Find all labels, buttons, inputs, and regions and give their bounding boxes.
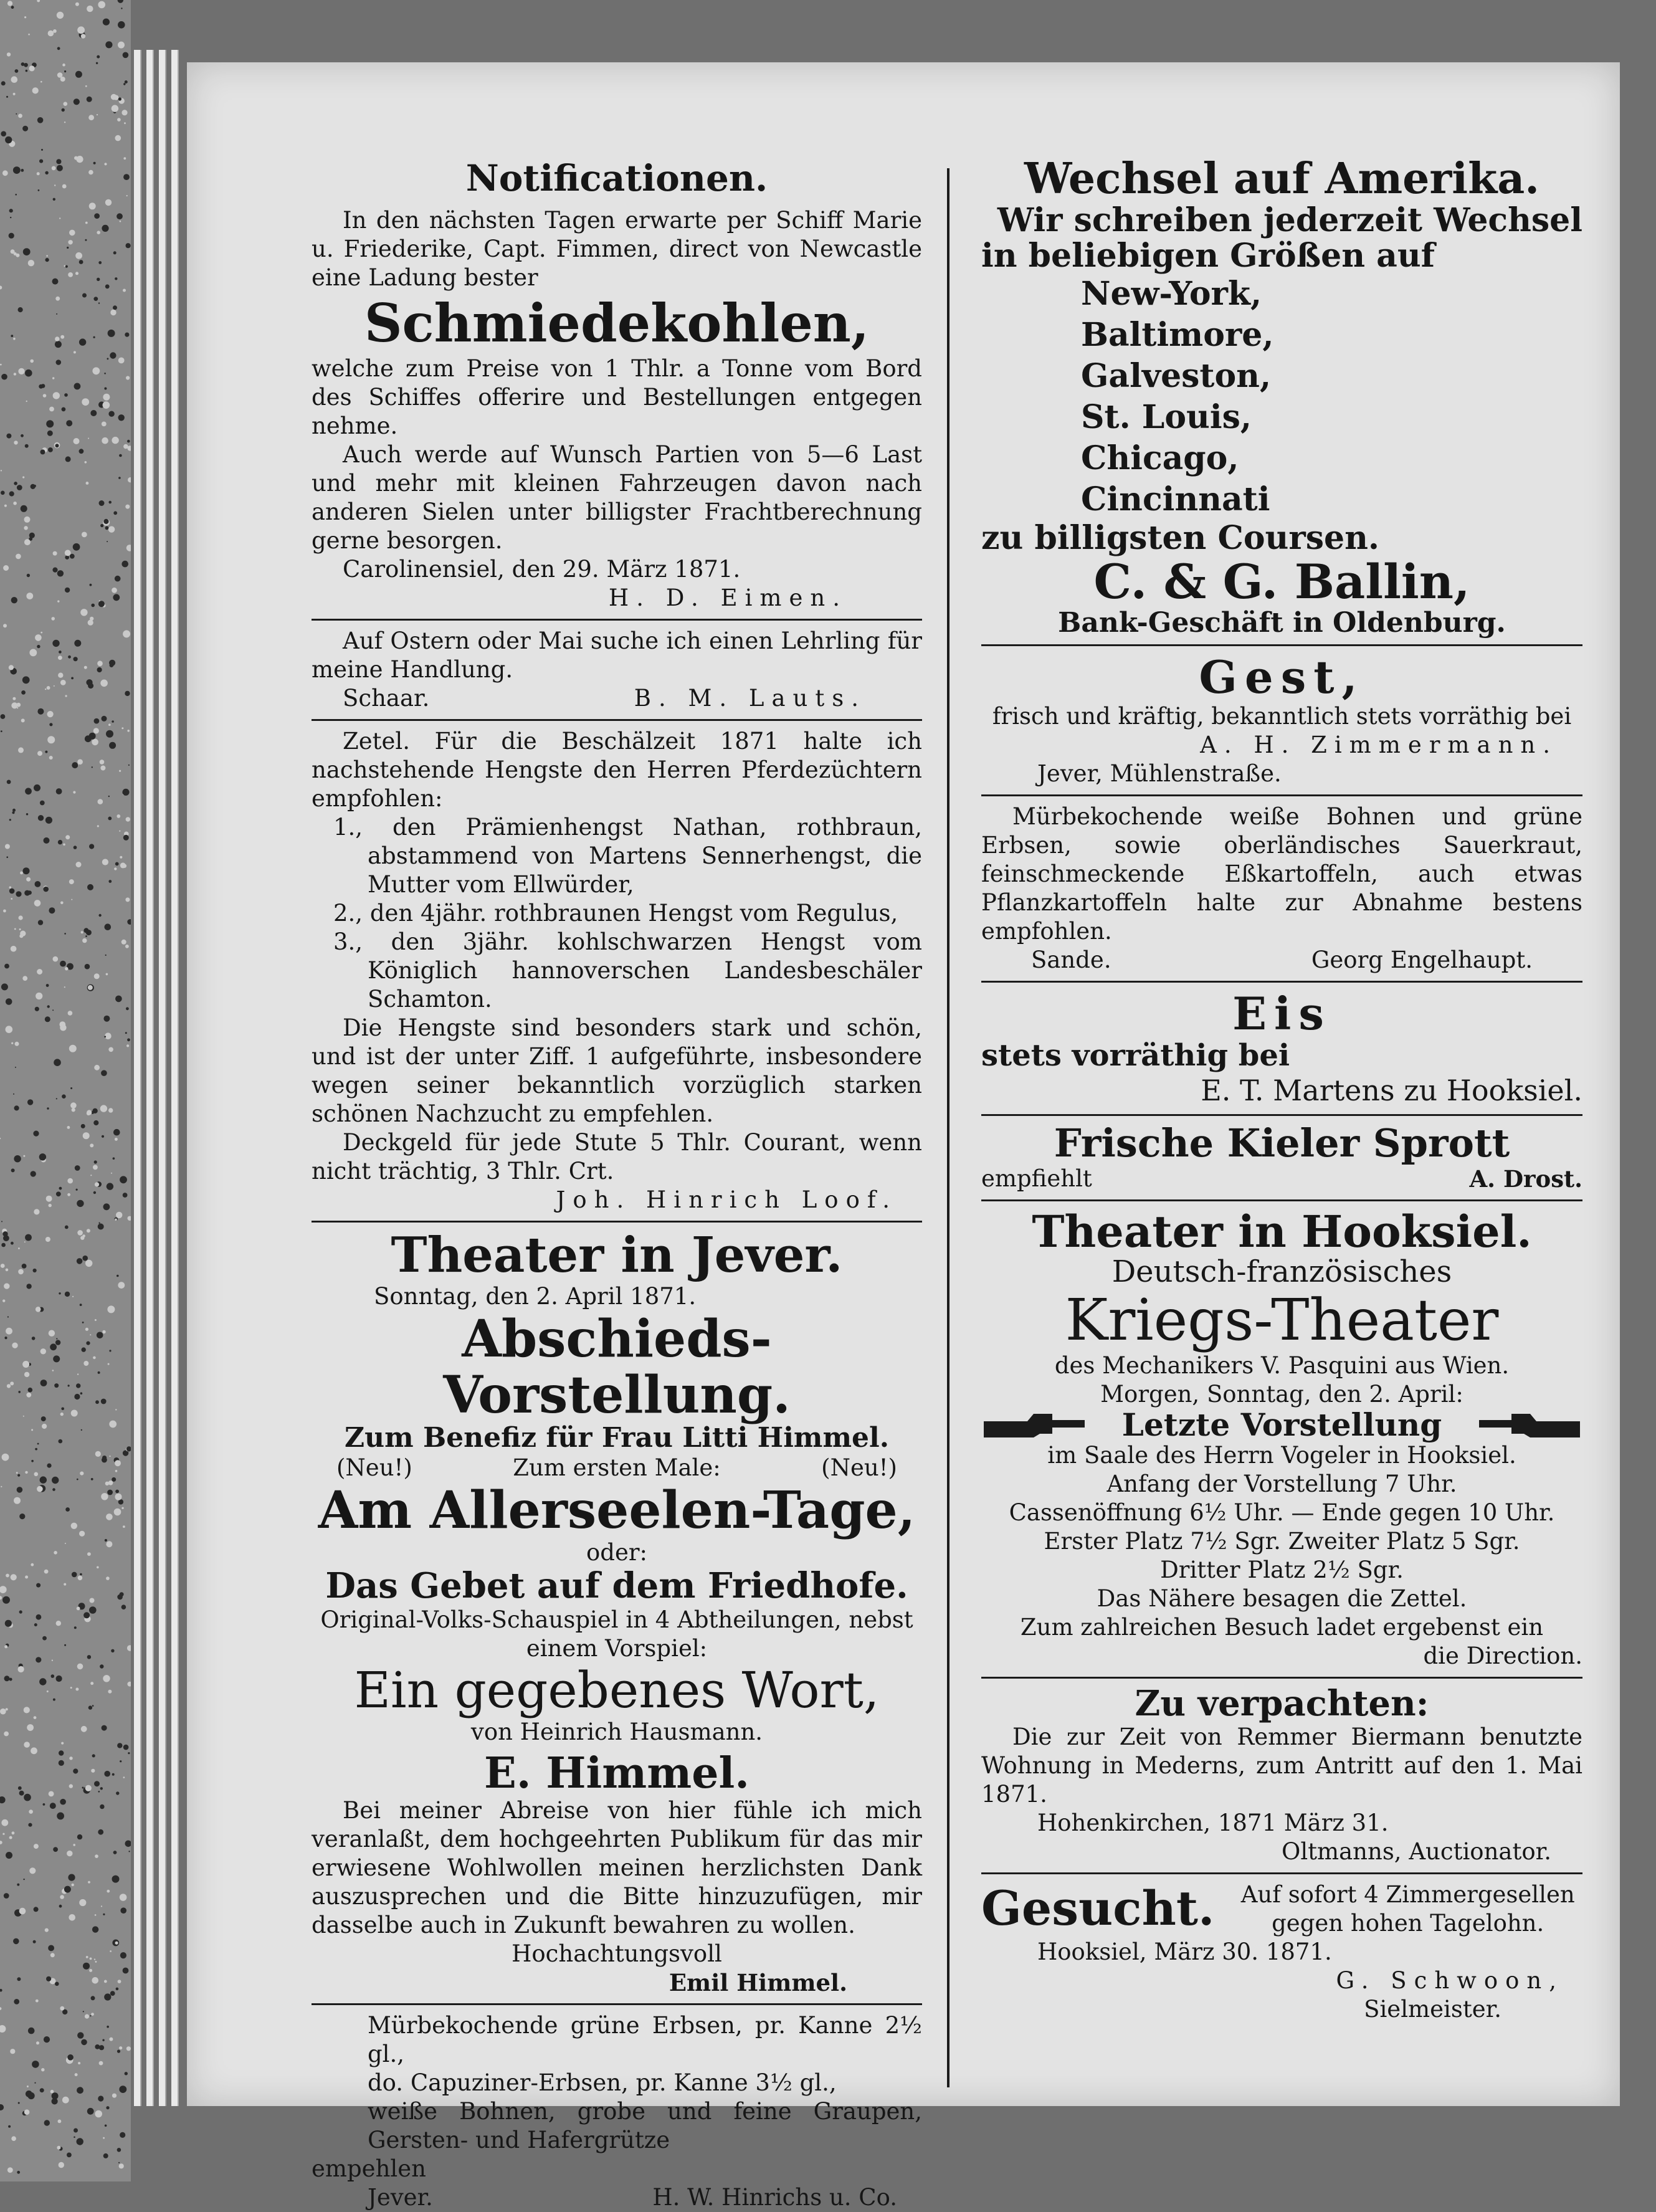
ice-title: Eis bbox=[1232, 986, 1331, 1040]
stallion-paragraph-1: Die Hengste sind besonders stark und schön, und ist der unter Ziff. 1 aufgeführte, insbesondere wegen seiner bekanntlich vorzüglich starken schönen Nachzucht zu empfehlen. bbox=[312, 1014, 922, 1128]
wanted-title: Gesucht. bbox=[981, 1881, 1215, 1937]
box-office-line: Cassenöffnung 6½ Uhr. — Ende gegen 10 Uhr. bbox=[1009, 1499, 1555, 1526]
exchange-title: Wechsel auf Amerika. bbox=[1024, 154, 1539, 204]
gest-signer: A. H. Zimmermann. bbox=[1200, 731, 1558, 758]
page-edge bbox=[159, 50, 166, 2106]
city-item: Chicago, bbox=[1081, 439, 1239, 478]
sprat-footer bbox=[981, 1165, 1582, 1193]
gest-title: Gest, bbox=[1199, 651, 1365, 704]
notif-place-date: Carolinensiel, den 29. März 1871. bbox=[343, 556, 741, 583]
city-item: Baltimore, bbox=[1081, 316, 1274, 355]
theater-jever-date: Sonntag, den 2. April 1871. bbox=[374, 1282, 697, 1310]
wanted-text: Auf sofort 4 Zimmergesellen gegen hohen Tagelohn. bbox=[1240, 1881, 1575, 1937]
notif-paragraph-1: In den nächsten Tagen erwarte per Schiff Marie u. Friederike, Capt. Fimmen, direct von Newcastle eine Ladung bester bbox=[312, 206, 922, 291]
first-time-line bbox=[312, 1454, 922, 1482]
stallion-item: 1., den Prämienhengst Nathan, rothbraun, abstammend von Martens Sennerhengst, die Mutter vom Ellwürder, bbox=[333, 814, 922, 899]
city-list bbox=[981, 274, 1582, 520]
stallion-paragraph-2: Deckgeld für jede Stute 5 Thlr. Courant, wenn nicht trächtig, 3 Thlr. Crt. bbox=[312, 1129, 922, 1185]
wanted-signer: G. Schwoon, bbox=[1336, 1967, 1564, 1995]
stallion-signer: Joh. Hinrich Loof. bbox=[556, 1186, 897, 1214]
sprat-title: Frische Kieler Sprott bbox=[1054, 1120, 1510, 1166]
apprentice-place: Schaar. bbox=[343, 685, 430, 712]
benefit-line: Zum Benefiz für Frau Litti Himmel. bbox=[344, 1422, 890, 1454]
ballin-firm: C. & G. Ballin, bbox=[1093, 554, 1470, 610]
divider-rule bbox=[981, 1872, 1582, 1874]
invite-line: Zum zahlreichen Besuch ladet ergebenst ein bbox=[1020, 1613, 1544, 1641]
stallion-intro: Zetel. Für die Beschälzeit 1871 halte ich nachstehende Hengste den Herren Pferdezüchtern empfohlen: bbox=[312, 728, 922, 813]
page-edge bbox=[171, 50, 179, 2106]
new-badge-left: (Neu!) bbox=[336, 1454, 412, 1481]
divider-rule bbox=[981, 644, 1582, 646]
theater-jever-title: Theater in Jever. bbox=[391, 1227, 843, 1284]
city-item: Cincinnati bbox=[1081, 480, 1270, 519]
peas-footer bbox=[312, 2183, 922, 2212]
play-or: oder: bbox=[586, 1538, 647, 1566]
lease-title: Zu verpachten: bbox=[1135, 1682, 1429, 1724]
peas-line-3: weiße Bohnen, grobe und feine Graupen, Gersten- und Hafergrütze bbox=[368, 2098, 922, 2154]
notif-paragraph-2: welche zum Preise von 1 Thlr. a Tonne vom Bord des Schiffes offerire und Bestellungen entgegen nehme. bbox=[312, 355, 922, 440]
notifications-heading: Notificationen. bbox=[465, 157, 768, 199]
beans-place: Sande. bbox=[1031, 946, 1111, 973]
peas-line-2: do. Capuziner-Erbsen, pr. Kanne 3½ gl., bbox=[368, 2069, 837, 2097]
beans-signer: Georg Engelhaupt. bbox=[1311, 946, 1533, 973]
divider-rule bbox=[981, 794, 1582, 796]
exchange-line-3: zu billigsten Coursen. bbox=[981, 519, 1380, 558]
divider-rule bbox=[312, 719, 922, 721]
exchange-line-1: Wir schreiben jederzeit Wechsel bbox=[997, 201, 1582, 239]
new-badge-right: (Neu!) bbox=[821, 1454, 897, 1481]
theater-hooksiel-title: Theater in Hooksiel. bbox=[1032, 1205, 1532, 1257]
peas-signer: H. W. Hinrichs u. Co. bbox=[652, 2184, 897, 2211]
ice-line-1: stets vorräthig bei bbox=[981, 1037, 1290, 1073]
city-item: St. Louis, bbox=[1081, 398, 1252, 437]
exchange-line-2: in beliebigen Größen auf bbox=[981, 236, 1435, 275]
prelude-author: von Heinrich Hausmann. bbox=[470, 1718, 763, 1745]
mechanic-line: des Mechanikers V. Pasquini aus Wien. bbox=[1054, 1352, 1510, 1379]
city-item: Galveston, bbox=[1081, 357, 1272, 396]
lease-place: Hohenkirchen, 1871 März 31. bbox=[1037, 1809, 1389, 1837]
divider-rule bbox=[981, 1199, 1582, 1201]
himmel-text: Bei meiner Abreise von hier fühle ich mich veranlaßt, dem hochgeehrten Publikum für das mir erwiesene Wohlwollen meinen herzlichsten Dank auszusprechen und die Bitte hinzuzufügen, mir dasselbe auch in Zukunft bewahren zu wollen. bbox=[312, 1797, 922, 1939]
himmel-signer: Emil Himmel. bbox=[669, 1969, 847, 1997]
gest-place: Jever, Mühlenstraße. bbox=[1037, 760, 1282, 787]
himmel-name: E. Himmel. bbox=[484, 1748, 749, 1798]
notif-paragraph-3: Auch werde auf Wunsch Partien von 5—6 Last und mehr mit kleinen Fahrzeugen davon nach anderen Sielen unter billigster Frachtberechnung gerne besorgen. bbox=[312, 441, 922, 555]
peas-line-1: Mürbekochende grüne Erbsen, pr. Kanne 2½ gl., bbox=[368, 2012, 922, 2068]
divider-rule bbox=[981, 1114, 1582, 1116]
page-edge bbox=[134, 50, 141, 2106]
pointing-hand-left-icon bbox=[1477, 1409, 1582, 1441]
divider-rule bbox=[312, 619, 922, 621]
notif-signer: H. D. Eimen. bbox=[608, 584, 847, 612]
lease-text: Die zur Zeit von Remmer Biermann benutzte Wohnung in Mederns, zum Antritt auf den 1. Mai 1871. bbox=[981, 1723, 1582, 1808]
play-description: Original-Volks-Schauspiel in 4 Abtheilungen, nebst einem Vorspiel: bbox=[320, 1606, 913, 1662]
left-column bbox=[312, 93, 922, 2212]
stallion-item: 2., den 4jähr. rothbraunen Hengst vom Regulus, bbox=[333, 900, 898, 927]
apprentice-footer bbox=[312, 684, 922, 713]
product-name: Schmiedekohlen, bbox=[364, 292, 870, 354]
sprat-signer: A. Drost. bbox=[1469, 1165, 1582, 1193]
direction-signer: die Direction. bbox=[1423, 1642, 1582, 1669]
peas-line-4: empehlen bbox=[312, 2155, 426, 2183]
divider-rule bbox=[312, 2003, 922, 2005]
franco-german-label: Deutsch-französisches bbox=[1111, 1254, 1452, 1289]
divider-rule bbox=[312, 1221, 922, 1223]
last-performance: Letzte Vorstellung bbox=[1121, 1406, 1442, 1443]
page-edge bbox=[146, 50, 154, 2106]
ballin-bank: Bank-Geschäft in Oldenburg. bbox=[1058, 606, 1506, 639]
third-seat-price: Dritter Platz 2½ Sgr. bbox=[1160, 1556, 1404, 1583]
last-performance-line bbox=[981, 1406, 1582, 1443]
first-time-label: Zum ersten Male: bbox=[513, 1454, 721, 1481]
apprentice-text: Auf Ostern oder Mai suche ich einen Lehrling für meine Handlung. bbox=[312, 627, 922, 684]
city-item: New-York, bbox=[1081, 275, 1262, 313]
stallion-item: 3., den 3jähr. kohlschwarzen Hengst vom Königlich hannoverschen Landesbeschäler Schamton. bbox=[333, 928, 922, 1013]
column-divider bbox=[947, 168, 949, 2087]
himmel-closing: Hochachtungsvoll bbox=[512, 1940, 722, 1968]
war-theater-title: Kriegs-Theater bbox=[1065, 1286, 1499, 1353]
farewell-performance: Abschieds-Vorstellung. bbox=[443, 1309, 791, 1426]
sprat-recommends: empfiehlt bbox=[981, 1165, 1092, 1192]
play-subtitle: Das Gebet auf dem Friedhofe. bbox=[325, 1565, 908, 1606]
peas-place: Jever. bbox=[368, 2184, 433, 2211]
hall-line: im Saale des Herrn Vogeler in Hooksiel. bbox=[1047, 1441, 1516, 1469]
wanted-role: Sielmeister. bbox=[1364, 1996, 1501, 2023]
beans-text: Mürbekochende weiße Bohnen und grüne Erbsen, sowie oberländisches Sauerkraut, feinschmeckende Eßkartoffeln, auch etwas Pflanzkartoffeln halte zur Abnahme bestens empfohlen. bbox=[981, 803, 1582, 945]
ice-line-2: E. T. Martens zu Hooksiel. bbox=[1201, 1073, 1582, 1107]
divider-rule bbox=[981, 981, 1582, 983]
pointing-hand-right-icon bbox=[981, 1409, 1087, 1441]
gest-text: frisch und kräftig, bekanntlich stets vorräthig bei bbox=[992, 702, 1572, 730]
apprentice-signer: B. M. Lauts. bbox=[634, 685, 866, 712]
prelude-title: Ein gegebenes Wort, bbox=[354, 1661, 880, 1719]
play-title: Am Allerseelen-Tage, bbox=[318, 1480, 916, 1540]
wanted-ad bbox=[981, 1881, 1582, 1938]
lease-signer: Oltmanns, Auctionator. bbox=[1281, 1838, 1551, 1866]
book-edge-speckled bbox=[0, 0, 131, 2181]
hooksiel-date: Morgen, Sonntag, den 2. April: bbox=[1100, 1380, 1463, 1408]
start-time: Anfang der Vorstellung 7 Uhr. bbox=[1106, 1470, 1457, 1497]
beans-footer bbox=[981, 946, 1582, 975]
divider-rule bbox=[981, 1677, 1582, 1679]
seat-prices: Erster Platz 7½ Sgr. Zweiter Platz 5 Sgr. bbox=[1044, 1527, 1520, 1555]
wanted-place: Hooksiel, März 30. 1871. bbox=[1037, 1938, 1332, 1966]
right-column bbox=[981, 93, 1582, 2024]
details-line: Das Nähere besagen die Zettel. bbox=[1097, 1585, 1467, 1612]
